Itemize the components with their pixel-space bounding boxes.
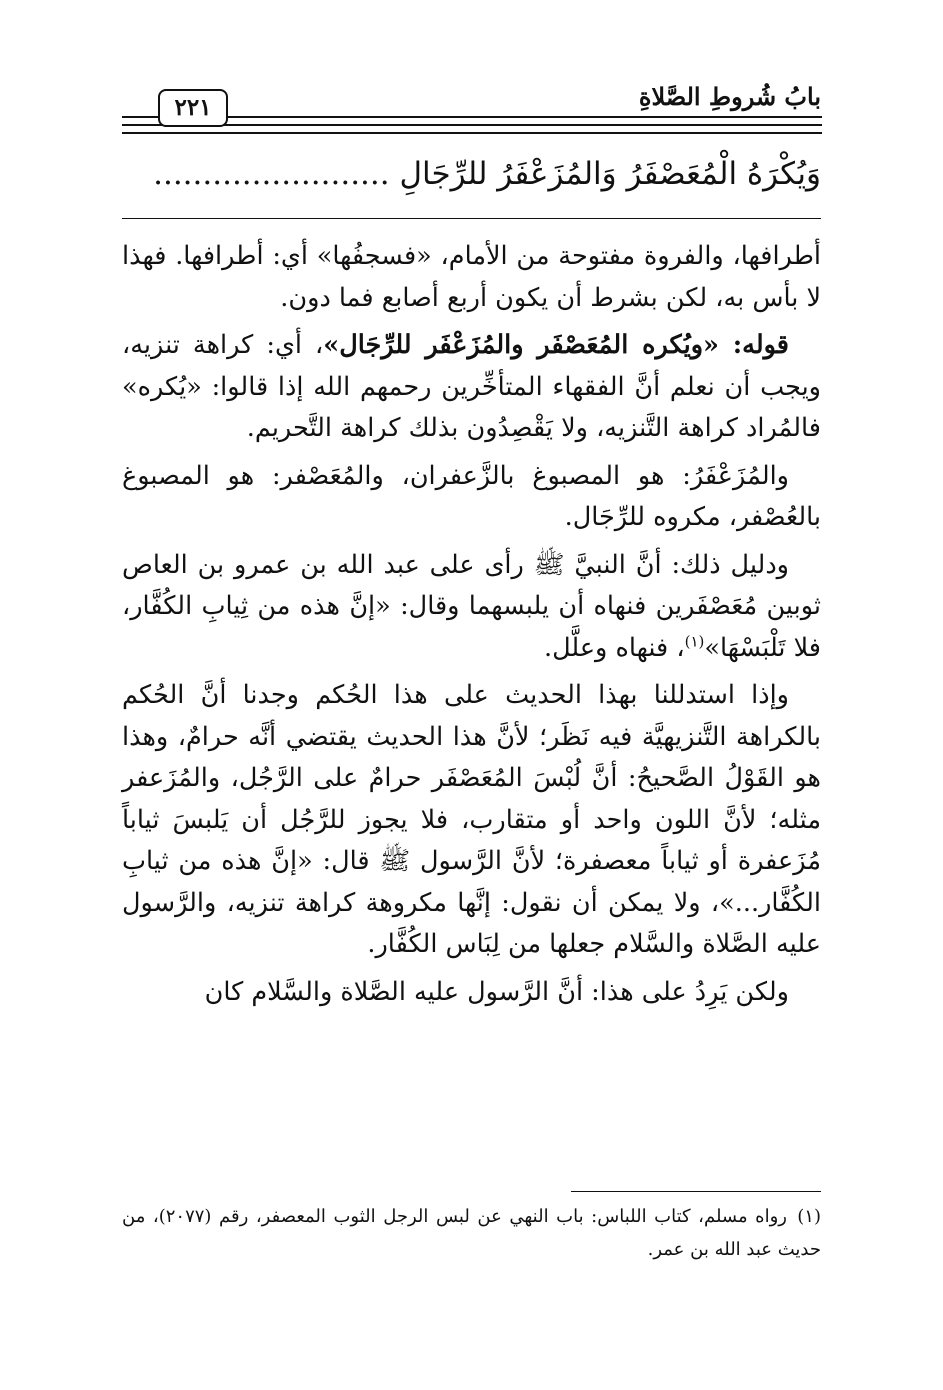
paragraph-2-text: ، أي: كراهة تنزيه، ويجب أن نعلم أنَّ الفقهاء المتأخِّرين رحمهم الله إذا قالوا: «يُكره» فالمُراد كراهة التَّنزيه، ولا يَقْصِدُون بذلك كراهة التَّحريم. [122, 330, 821, 443]
footnote-reference[interactable]: (١) [684, 632, 705, 650]
matn-line: وَيُكْرَهُ الْمُعَصْفَرُ وَالمُزَعْفَرُ للرِّجَالِ ........................ [153, 156, 821, 192]
paragraph-6: ولكن يَرِدُ على هذا: أنَّ الرَّسول عليه الصَّلاة والسَّلام كان [204, 976, 789, 1007]
footnote-separator [571, 1191, 821, 1192]
footnote-number: (١) [797, 1206, 821, 1227]
matn-separator [122, 218, 821, 219]
paragraph-2 [122, 325, 821, 450]
paragraph-3: والمُزَعْفَرُ: هو المصبوغ بالزَّعفران، والمُعَصْفر: هو المصبوغ بالعُصْفر، مكروه للرِّجَال. [122, 460, 821, 532]
paragraph-1: أطرافها، والفروة مفتوحة من الأمام، «فسجفُها» أي: أطرافها. فهذا لا بأس به، لكن بشرط أن يكون أربع أصابع فما دون. [122, 241, 821, 313]
paragraph-5: وإذا استدللنا بهذا الحديث على هذا الحُكم وجدنا أنَّ الحُكم بالكراهة التَّنزيهيَّة فيه نَظَر؛ لأنَّ هذا الحديث يقتضي أنَّه حرامٌ، وهذا هو القَوْلُ الصَّحيحُ: أنَّ لُبْسَ المُعَصْفَر حرامٌ على الرَّجُل، والمُزَعفر مثله؛ لأنَّ اللون واحد أو متقارب، فلا يجوز للرَّجُل أن يَلبسَ ثياباً مُزَعفرة أو ثياباً معصفرة؛ لأنَّ الرَّسول ﷺ قال: «إنَّ هذه من ثيابِ الكُفَّار...»، ولا يمكن أن نقول: إنَّها مكروهة كراهة تنزيه، والرَّسول عليه الصَّلاة والسَّلام جعلها من لِبَاس الكُفَّار. [122, 680, 821, 959]
header-rule-middle [122, 124, 822, 126]
footnote [122, 1200, 821, 1266]
paragraph-4 [122, 545, 821, 670]
paragraph-4-text: ودليل ذلك: أنَّ النبيَّ ﷺ رأى على عبد الله بن عمرو بن العاص ثوبين مُعَصْفَرين فنهاه أن يلبسهما وقال: «إنَّ هذه من ثِيابِ الكُفَّار، فلا تَلْبَسْهَا» [122, 549, 821, 663]
paragraph-4-end: ، فنهاه وعلَّل. [543, 632, 685, 663]
header-rule-bottom [122, 132, 822, 134]
running-title: بابُ شُروطِ الصَّلاةِ [638, 82, 821, 111]
quoted-matn: قوله: «ويُكره المُعَصْفَر والمُزَعْفَر للرِّجَال» [323, 330, 789, 360]
footnote-text: رواه مسلم، كتاب اللباس: باب النهي عن لبس الرجل الثوب المعصفر، رقم (٢٠٧٧)، من حديث عبد الله بن عمر. [122, 1206, 821, 1260]
page-number: ٢٢١ [158, 89, 228, 127]
commentary-body [122, 236, 821, 1019]
